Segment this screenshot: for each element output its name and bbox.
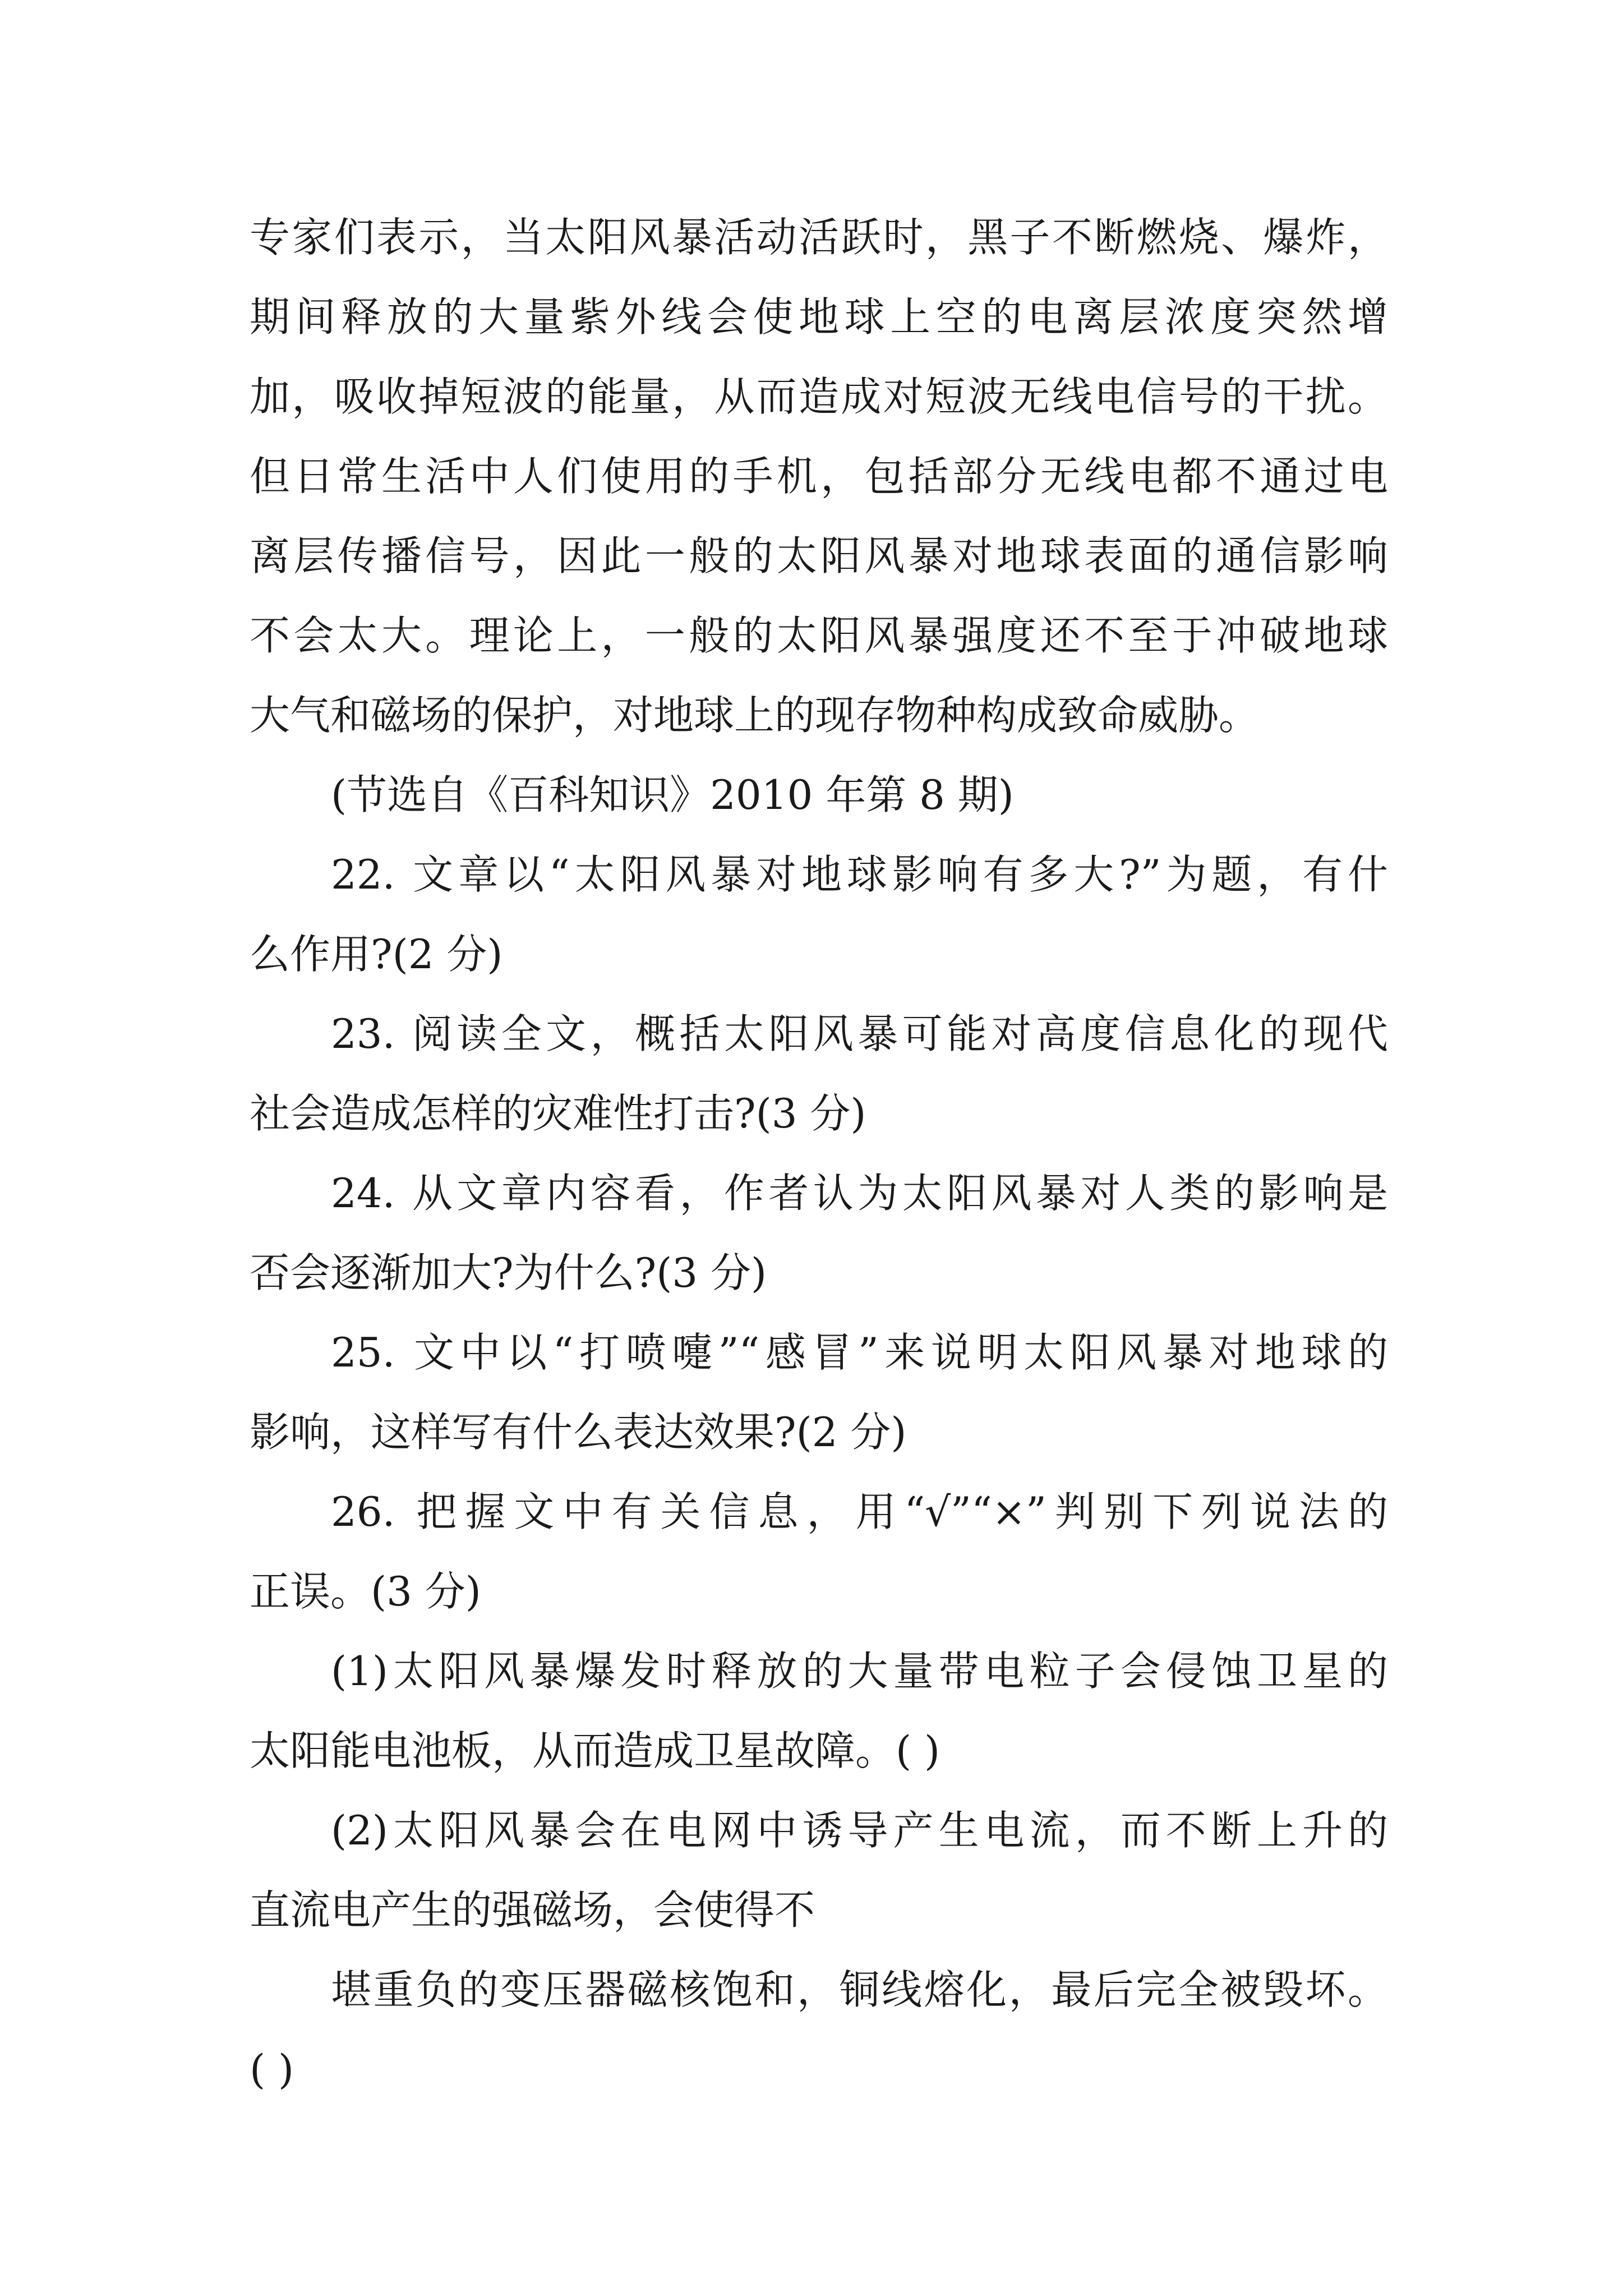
statement-2-answer: ( ) [250,2046,294,2093]
question-25: 25. 文中以“打喷嚏”“感冒”来说明太阳风暴对地球的 [331,1329,1388,1376]
question-24: 24. 从文章内容看，作者认为太阳风暴对人类的影响是 [331,1170,1388,1217]
text-line: 加，吸收掉短波的能量，从而造成对短波无线电信号的干扰。 [250,373,1388,420]
question-23-cont: 社会造成怎样的灾难性打击?(3 分) [250,1090,866,1137]
question-23: 23. 阅读全文，概括太阳风暴可能对高度信息化的现代 [331,1010,1388,1057]
question-22: 22. 文章以“太阳风暴对地球影响有多大?”为题，有什 [331,851,1388,898]
statement-2: (2)太阳风暴会在电网中诱导产生电流，而不断上升的 [331,1807,1388,1854]
question-26-cont: 正误。(3 分) [250,1568,481,1615]
source-citation: (节选自《百科知识》2010 年第 8 期) [331,771,1014,818]
question-25-cont: 影响，这样写有什么表达效果?(2 分) [250,1409,907,1456]
statement-1-cont: 太阳能电池板，从而造成卫星故障。( ) [250,1727,940,1774]
text-line: 大气和磁场的保护，对地球上的现存物种构成致命威胁。 [250,692,1260,739]
text-line: 期间释放的大量紫外线会使地球上空的电离层浓度突然增 [250,293,1388,341]
text-line: 离层传播信号，因此一般的太阳风暴对地球表面的通信影响 [250,532,1388,579]
question-26: 26. 把握文中有关信息，用“√”“×”判别下列说法的 [331,1488,1388,1535]
statement-2-cont-2: 堪重负的变压器磁核饱和，铜线熔化，最后完全被毁坏。 [331,1966,1388,2013]
question-24-cont: 否会逐渐加大?为什么?(3 分) [250,1249,767,1296]
text-line: 但日常生活中人们使用的手机，包括部分无线电都不通过电 [250,453,1388,500]
text-line: 专家们表示，当太阳风暴活动活跃时，黑子不断燃烧、爆炸， [250,214,1388,261]
statement-1: (1)太阳风暴爆发时释放的大量带电粒子会侵蚀卫星的 [331,1648,1388,1695]
statement-2-cont: 直流电产生的强磁场，会使得不 [250,1887,815,1934]
question-22-cont: 么作用?(2 分) [250,931,503,978]
text-line: 不会太大。理论上，一般的太阳风暴强度还不至于冲破地球 [250,612,1388,659]
